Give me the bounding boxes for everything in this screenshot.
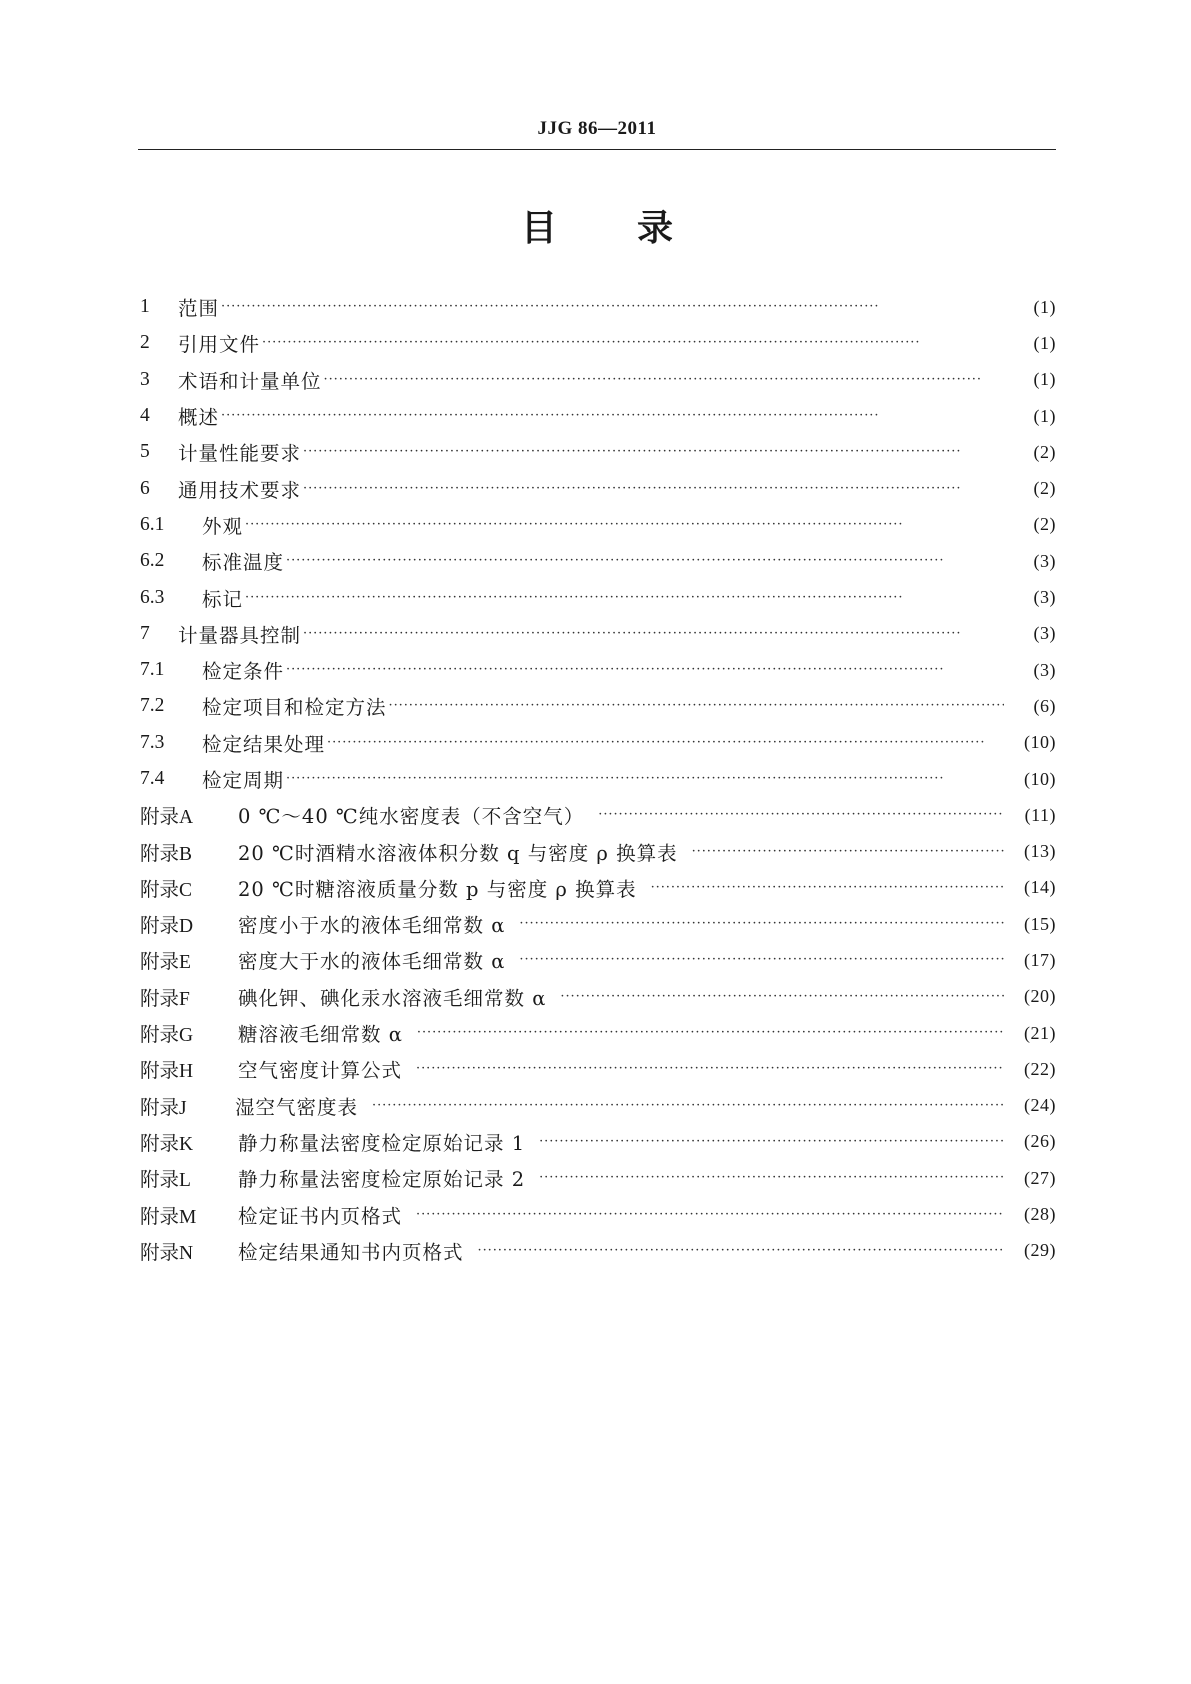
toc-entry-number: 7.4 bbox=[140, 768, 165, 789]
toc-entry[interactable] bbox=[140, 507, 1056, 543]
toc-entry-page: (2) bbox=[1033, 514, 1056, 535]
toc-dot-leader bbox=[598, 804, 1004, 826]
toc-entry-title: 概述 bbox=[178, 406, 220, 430]
toc-entry-number: 6.2 bbox=[140, 550, 165, 572]
toc-entry-title: 标记 bbox=[202, 587, 244, 611]
toc-entry[interactable] bbox=[140, 543, 1056, 579]
toc-entry-number: 7.1 bbox=[140, 659, 165, 681]
toc-entry[interactable] bbox=[140, 616, 1056, 652]
toc-entry[interactable] bbox=[140, 1051, 1056, 1087]
toc-entry-page: (1) bbox=[1033, 369, 1056, 390]
toc-entry-page: (15) bbox=[1024, 913, 1056, 934]
toc-entry-title: 外观 bbox=[202, 514, 244, 538]
toc-entry[interactable] bbox=[140, 688, 1056, 724]
toc-entry-page: (22) bbox=[1024, 1058, 1056, 1079]
toc-entry-page: (3) bbox=[1033, 550, 1056, 571]
toc-entry-number: 附录H bbox=[140, 1061, 194, 1083]
toc-entry-page: (11) bbox=[1024, 804, 1056, 825]
toc-entry-page: (17) bbox=[1024, 949, 1056, 970]
header-rule bbox=[138, 149, 1056, 150]
toc-entry-number: 7 bbox=[140, 622, 150, 644]
toc-entry[interactable] bbox=[140, 398, 1056, 434]
toc-entry-page: (2) bbox=[1033, 441, 1056, 462]
toc-dot-leader bbox=[262, 332, 1004, 354]
toc-dot-leader bbox=[245, 587, 1004, 609]
toc-entry-page: (26) bbox=[1024, 1131, 1056, 1152]
toc-dot-leader bbox=[324, 369, 1004, 391]
toc-entry[interactable] bbox=[140, 725, 1056, 761]
toc-dot-leader bbox=[221, 405, 1004, 427]
toc-entry[interactable] bbox=[140, 1015, 1056, 1051]
toc-entry-title: 碘化钾、碘化汞水溶液毛细常数 α bbox=[238, 986, 547, 1010]
toc-entry-page: (6) bbox=[1033, 695, 1056, 716]
toc-dot-leader bbox=[651, 877, 1004, 899]
toc-entry[interactable] bbox=[140, 289, 1056, 325]
toc-entry[interactable] bbox=[140, 761, 1056, 797]
toc-dot-leader bbox=[539, 1167, 1004, 1189]
toc-entry-title: 糖溶液毛细常数 α bbox=[238, 1023, 403, 1047]
toc-dot-leader bbox=[303, 478, 1004, 500]
toc-entry-page: (3) bbox=[1033, 587, 1056, 608]
toc-dot-leader bbox=[327, 732, 1004, 754]
toc-entry-title: 20 ℃时酒精水溶液体积分数 q 与密度 ρ 换算表 bbox=[238, 841, 678, 865]
toc-entry-number: 4 bbox=[140, 405, 150, 427]
toc-entry-page: (20) bbox=[1024, 986, 1056, 1007]
toc-entry-title: 计量器具控制 bbox=[178, 623, 302, 647]
toc-dot-leader bbox=[286, 768, 1004, 790]
toc-entry-page: (1) bbox=[1033, 405, 1056, 426]
toc-dot-leader bbox=[221, 296, 1004, 318]
toc-entry-number: 附录F bbox=[140, 988, 190, 1010]
toc-entry-number: 7.2 bbox=[140, 695, 165, 717]
toc-dot-leader bbox=[560, 986, 1004, 1008]
title-char-2: 录 bbox=[637, 208, 674, 249]
toc-entry[interactable] bbox=[140, 325, 1056, 361]
toc-entry-page: (10) bbox=[1024, 768, 1056, 789]
toc-dot-leader bbox=[539, 1131, 1004, 1153]
toc-entry-number: 3 bbox=[140, 368, 150, 390]
toc-entry-title: 通用技术要求 bbox=[178, 478, 302, 502]
toc-entry-number: 附录G bbox=[140, 1025, 194, 1047]
toc-entry[interactable] bbox=[140, 652, 1056, 688]
toc-entry-title: 静力称量法密度检定原始记录 2 bbox=[238, 1168, 526, 1192]
toc-entry[interactable] bbox=[140, 979, 1056, 1015]
toc-dot-leader bbox=[389, 695, 1004, 717]
toc-entry-title: 检定条件 bbox=[202, 660, 285, 684]
toc-entry-number: 7.3 bbox=[140, 731, 165, 753]
toc-entry-page: (1) bbox=[1033, 332, 1056, 353]
toc-entry-page: (21) bbox=[1024, 1022, 1056, 1043]
table-of-contents bbox=[140, 289, 1056, 1269]
toc-entry-page: (28) bbox=[1024, 1204, 1056, 1225]
toc-entry[interactable] bbox=[140, 362, 1056, 398]
toc-entry[interactable] bbox=[140, 942, 1056, 978]
toc-entry[interactable] bbox=[140, 870, 1056, 906]
toc-entry-number: 6.3 bbox=[140, 586, 165, 608]
toc-dot-leader bbox=[303, 441, 1004, 463]
toc-entry-number: 1 bbox=[140, 296, 150, 318]
toc-dot-leader bbox=[372, 1095, 1004, 1117]
toc-entry-title: 检定证书内页格式 bbox=[238, 1204, 403, 1228]
toc-entry-page: (3) bbox=[1033, 623, 1056, 644]
toc-entry-title: 术语和计量单位 bbox=[178, 369, 322, 393]
toc-entry-number: 5 bbox=[140, 441, 150, 463]
toc-entry-title: 湿空气密度表 bbox=[235, 1095, 359, 1119]
toc-entry-number: 2 bbox=[140, 332, 150, 354]
toc-entry-title: 检定结果处理 bbox=[202, 732, 326, 756]
toc-entry-number: 附录K bbox=[140, 1133, 194, 1155]
toc-entry-page: (27) bbox=[1024, 1167, 1056, 1188]
toc-dot-leader bbox=[416, 1204, 1004, 1226]
toc-dot-leader bbox=[416, 1058, 1004, 1080]
toc-entry-number: 附录M bbox=[140, 1206, 197, 1228]
toc-entry-title: 静力称量法密度检定原始记录 1 bbox=[238, 1131, 526, 1155]
toc-entry-number: 附录J bbox=[140, 1097, 187, 1119]
toc-entry-page: (3) bbox=[1033, 659, 1056, 680]
toc-entry-page: (2) bbox=[1033, 478, 1056, 499]
toc-dot-leader bbox=[303, 623, 1004, 645]
page-title bbox=[138, 200, 1056, 251]
toc-entry[interactable] bbox=[140, 833, 1056, 869]
toc-entry[interactable] bbox=[140, 470, 1056, 506]
toc-dot-leader bbox=[245, 514, 1004, 536]
toc-entry[interactable] bbox=[140, 579, 1056, 615]
toc-entry-title: 密度大于水的液体毛细常数 α bbox=[238, 950, 506, 974]
toc-entry-title: 检定项目和检定方法 bbox=[202, 696, 387, 720]
toc-entry-title: 密度小于水的液体毛细常数 α bbox=[238, 914, 506, 938]
toc-entry-page: (29) bbox=[1024, 1240, 1056, 1261]
toc-entry[interactable] bbox=[140, 1196, 1056, 1232]
toc-entry[interactable] bbox=[140, 906, 1056, 942]
toc-entry-title: 范围 bbox=[178, 297, 220, 321]
toc-entry-number: 附录C bbox=[140, 879, 193, 901]
title-char-1: 目 bbox=[520, 208, 557, 249]
toc-entry[interactable] bbox=[140, 1160, 1056, 1196]
toc-dot-leader bbox=[519, 949, 1004, 971]
toc-entry-page: (10) bbox=[1024, 732, 1056, 753]
toc-entry-number: 6 bbox=[140, 477, 150, 499]
toc-entry-number: 附录D bbox=[140, 916, 194, 938]
toc-entry-number: 附录L bbox=[140, 1170, 191, 1192]
toc-dot-leader bbox=[286, 659, 1004, 681]
toc-entry-page: (1) bbox=[1033, 296, 1056, 317]
toc-entry-number: 附录E bbox=[140, 952, 191, 974]
toc-entry-number: 附录B bbox=[140, 843, 193, 865]
toc-entry-title: 计量性能要求 bbox=[178, 442, 302, 466]
toc-entry[interactable] bbox=[140, 1088, 1056, 1124]
document-code-header: JJG 86—2011 bbox=[537, 118, 657, 139]
toc-entry-title: 引用文件 bbox=[178, 333, 261, 357]
toc-dot-leader bbox=[417, 1022, 1004, 1044]
toc-entry-page: (24) bbox=[1024, 1095, 1056, 1116]
toc-entry-title: 标准温度 bbox=[202, 551, 285, 575]
toc-entry-number: 附录A bbox=[140, 807, 194, 829]
toc-entry-title: 检定周期 bbox=[202, 769, 285, 792]
toc-entry-title: 20 ℃时糖溶液质量分数 p 与密度 ρ 换算表 bbox=[238, 877, 637, 901]
toc-entry-number: 6.1 bbox=[140, 513, 165, 535]
toc-dot-leader bbox=[286, 550, 1004, 572]
toc-dot-leader bbox=[478, 1240, 1004, 1262]
toc-entry[interactable] bbox=[140, 434, 1056, 470]
toc-entry-page: (14) bbox=[1024, 877, 1056, 898]
toc-entry[interactable] bbox=[140, 1233, 1056, 1269]
toc-entry-title: 0 ℃～40 ℃纯水密度表（不含空气） bbox=[238, 805, 585, 829]
toc-entry[interactable] bbox=[140, 1124, 1056, 1160]
toc-entry-title: 检定结果通知书内页格式 bbox=[238, 1240, 464, 1264]
toc-dot-leader bbox=[692, 841, 1004, 863]
toc-entry-page: (13) bbox=[1024, 841, 1056, 862]
toc-entry[interactable] bbox=[140, 797, 1056, 833]
toc-entry-title: 空气密度计算公式 bbox=[238, 1059, 403, 1083]
toc-entry-number: 附录N bbox=[140, 1242, 194, 1264]
toc-dot-leader bbox=[519, 913, 1004, 935]
